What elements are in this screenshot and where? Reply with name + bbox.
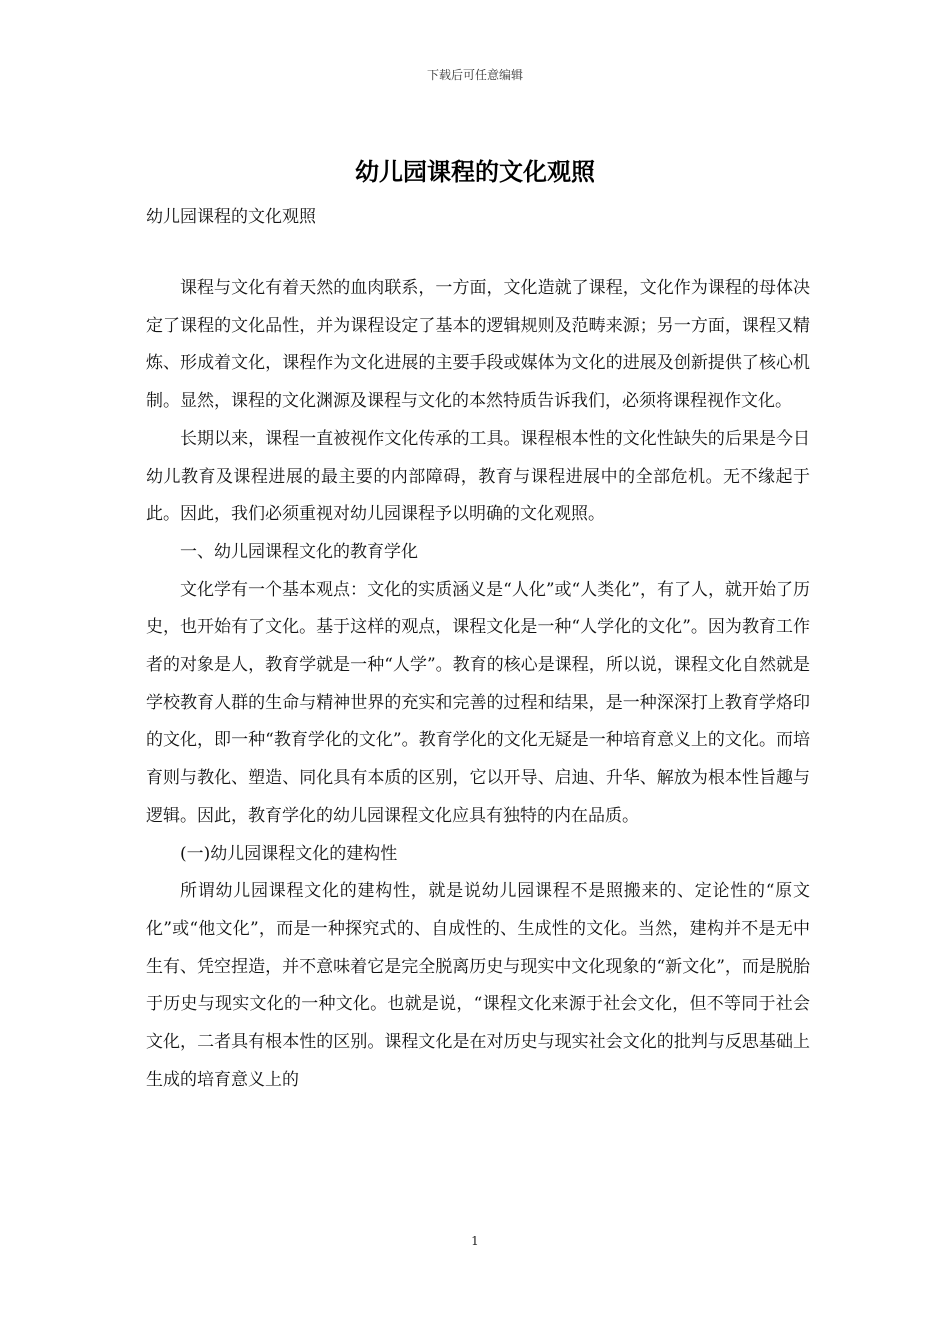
paragraph-intro: 课程与文化有着天然的血肉联系，一方面，文化造就了课程，文化作为课程的母体决定了课程的文化品性，并为课程设定了基本的逻辑规则及范畴来源；另一方面，课程又精炼、形成着文化，课程作为文化进展的主要手段或媒体为文化的进展及创新提供了核心机制。显然，课程的文化渊源及课程与文化的本然特质告诉我们，必须将课程视作文化。 [146,278,810,412]
document-title: 幼儿园课程的文化观照 [355,157,595,186]
document-subtitle: 幼儿园课程的文化观照 [146,207,316,227]
paragraph-constructive: 所谓幼儿园课程文化的建构性，就是说幼儿园课程不是照搬来的、定论性的“原文化”或“他文化”，而是一种探究式的、自成性的、生成性的文化。当然，建构并不是无中生有、凭空捏造，并不意味着它是完全脱离历史与现实中文化现象的“新文化”，而是脱胎于历史与现实文化的一种文化。也就是说，“课程文化来源于社会文化，但不等同于社会文化，二者具有根本性的区别。课程文化是在对历史与现实社会文化的批判与反思基础上生成的培育意义上的 [146,881,810,1090]
document-body [146,270,810,1099]
paragraph-culture: 文化学有一个基本观点：文化的实质涵义是“人化”或“人类化”，有了人，就开始了历史，也开始有了文化。基于这样的观点，课程文化是一种“人学化的文化”。因为教育工作者的对象是人，教育学就是一种“人学”。教育的核心是课程，所以说，课程文化自然就是学校教育人群的生命与精神世界的充实和完善的过程和结果，是一种深深打上教育学烙印的文化，即一种“教育学化的文化”。教育学化的文化无疑是一种培育意义上的文化。而培育则与教化、塑造、同化具有本质的区别，它以开导、启迪、升华、解放为根本性旨趣与逻辑。因此，教育学化的幼儿园课程文化应具有独特的内在品质。 [146,579,810,826]
subsection-heading-1: (一)幼儿园课程文化的建构性 [180,843,398,864]
paragraph-history: 长期以来，课程一直被视作文化传承的工具。课程根本性的文化性缺失的后果是今日幼儿教育及课程进展的最主要的内部障碍，教育与课程进展中的全部危机。无不缘起于此。因此，我们必须重视对幼儿园课程予以明确的文化观照。 [146,428,810,525]
section-heading-1: 一、幼儿园课程文化的教育学化 [180,541,418,562]
header-note: 下载后可任意编辑 [426,68,523,82]
page-number: 1 [471,1234,479,1248]
